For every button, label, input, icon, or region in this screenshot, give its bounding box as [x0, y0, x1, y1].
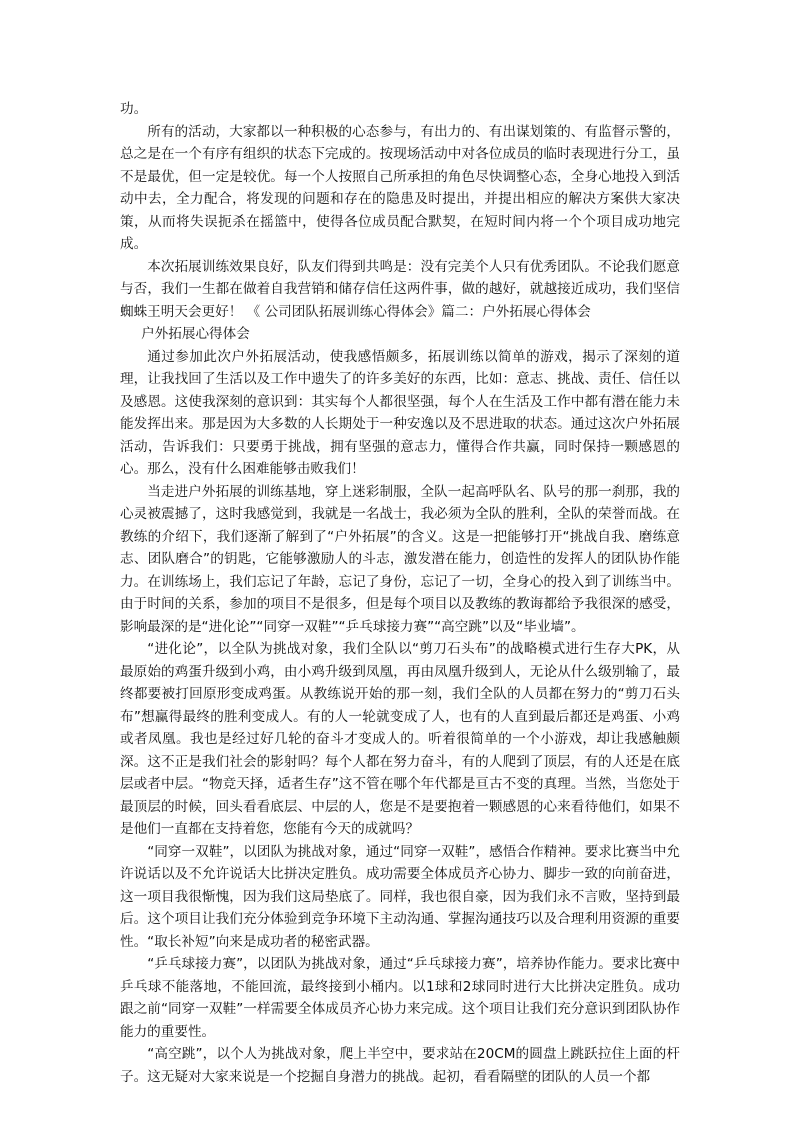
- paragraph: “同穿一双鞋”，以团队为挑战对象，通过“同穿一双鞋”，感悟合作精神。要求比赛当中允许说话以及不允许说话大比拼决定胜负。成功需要全体成员齐心协力、脚步一致的向前奋进，这一项目我很惭愧，因为我们这局垫底了。同样，我也很自豪，因为我们永不言败，坚持到最后。这个项目让我们充分体验到竞争环境下主动沟通、掌握沟通技巧以及合理利用资源的重要性。“取长补短”向来是成功者的秘密武器。: [120, 843, 680, 950]
- section-subtitle: 户外拓展心得体会: [141, 326, 250, 342]
- paragraph: 功。: [120, 101, 148, 117]
- document-body: [120, 98, 680, 1088]
- paragraph: 本次拓展训练效果良好，队友们得到共鸣是：没有完美个人只有优秀团队。不论我们愿意与否，我们一生都在做着自我营销和储存信任这两件事，做的越好，就越接近成功，我们坚信蜘蛛王明天会更好！ 《 公司团队拓展训练心得体会》篇二：户外拓展心得体会: [120, 258, 680, 320]
- paragraph: “进化论”，以全队为挑战对象，我们全队以“剪刀石头布”的战略模式进行生存大PK，从最原始的鸡蛋升级到小鸡，由小鸡升级到凤凰，再由凤凰升级到人，无论从什么级别输了，最终都要被打回原形变成鸡蛋。从教练说开始的那一刻，我们全队的人员都在努力的“剪刀石头布”想赢得最终的胜利变成人。有的人一轮就变成了人，也有的人直到最后都还是鸡蛋、小鸡或者凤凰。我也是经过好几轮的奋斗才变成人的。听着很简单的一个小游戏，却让我感触颇深。这不正是我们社会的影射吗？每个人都在努力奋斗，有的人爬到了顶层，有的人还是在底层或者中层。“物竞天择，适者生存”这不管在哪个年代都是亘古不变的真理。当然，当您处于最顶层的时候，回头看看底层、中层的人，您是不是要抱着一颗感恩的心来看待他们，如果不是他们一直都在支持着您，您能有今天的成就吗？: [120, 641, 680, 837]
- paragraph: 当走进户外拓展的训练基地，穿上迷彩制服，全队一起高呼队名、队号的那一刹那，我的心灵被震撼了，这时我感觉到，我就是一名战士，我必须为全队的胜利，全队的荣誉而战。在教练的介绍下，我们逐渐了解到了“户外拓展”的含义。这是一把能够打开“挑战自我、磨练意志、团队磨合”的钥匙，它能够激励人的斗志，激发潜在能力，创造性的发挥人的团队协作能力。在训练场上，我们忘记了年龄，忘记了身份，忘记了一切，全身心的投入到了训练当中。由于时间的关系，参加的项目不是很多，但是每个项目以及教练的教诲都给予我很深的感受，影响最深的是“进化论”“同穿一双鞋”“乒乓球接力赛”“高空跳”以及“毕业墙”。: [120, 483, 680, 635]
- paragraph: “高空跳”，以个人为挑战对象，爬上半空中，要求站在20CM的圆盘上跳跃拉住上面的杆子。这无疑对大家来说是一个挖掘自身潜力的挑战。起初，看看隔壁的团队的人员一个都: [120, 1046, 680, 1085]
- paragraph: “乒乓球接力赛”，以团队为挑战对象，通过“乒乓球接力赛”，培养协作能力。要求比赛中乒乓球不能落地，不能回流，最终接到小桶内。以1球和2球同时进行大比拼决定胜负。成功跟之前“同穿一双鞋”一样需要全体成员齐心协力来完成。这个项目让我们充分意识到团队协作能力的重要性。: [120, 956, 680, 1040]
- paragraph: 通过参加此次户外拓展活动，使我感悟颇多，拓展训练以简单的游戏，揭示了深刻的道理，让我找回了生活以及工作中遗失了的许多美好的东西，比如：意志、挑战、责任、信任以及感恩。这使我深刻的意识到：其实每个人都很坚强，每个人在生活及工作中都有潜在能力未能发挥出来。那是因为大多数的人长期处于一种安逸以及不思进取的状态。通过这次户外拓展活动，告诉我们：只要勇于挑战，拥有坚强的意志力，懂得合作共赢，同时保持一颗感恩的心。那么，没有什么困难能够击败我们！: [120, 348, 680, 477]
- paragraph: 所有的活动，大家都以一种积极的心态参与，有出力的、有出谋划策的、有监督示警的，总之是在一个有序有组织的状态下完成的。按现场活动中对各位成员的临时表现进行分工，虽不是最优，但一定是较优。每一个人按照自己所承担的角色尽快调整心态，全身心地投入到活动中去，全力配合，将发现的问题和存在的隐患及时提出，并提出相应的解决方案供大家决策，从而将失误扼杀在摇篮中，使得各位成员配合默契，在短时间内将一个个项目成功地完成。: [120, 123, 680, 252]
